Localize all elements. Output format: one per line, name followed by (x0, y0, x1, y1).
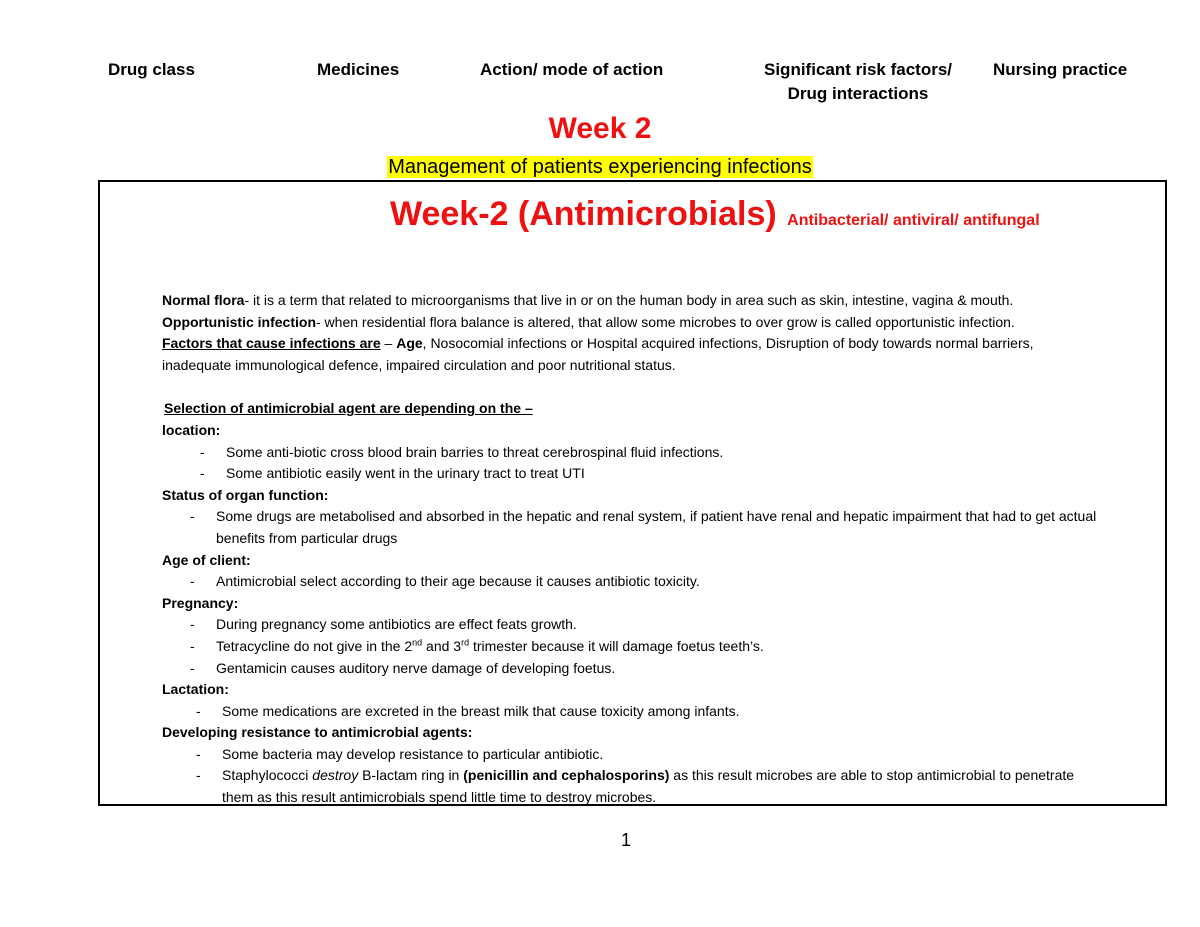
pregnancy-item-2-part3: trimester because it will damage foetus teeth’s. (469, 637, 764, 654)
location-heading: location: (162, 421, 221, 438)
header-nursing-practice: Nursing practice (993, 60, 1128, 79)
resistance-item-2-line2: them as this result antimicrobials spend little time to destroy microbes. (222, 789, 657, 806)
dash-bullet: - (190, 508, 195, 525)
header-action: Action/ mode of action (480, 60, 664, 79)
resistance-item-2-italic: destroy (312, 767, 359, 784)
list-item-continuation (162, 787, 1145, 809)
lactation-heading: Lactation: (162, 681, 229, 698)
list-item (162, 614, 1145, 636)
list-item (162, 463, 1145, 485)
pregnancy-item-2-part2: and 3 (422, 637, 462, 654)
header-medicines: Medicines (317, 60, 400, 79)
subtitle-wrapper (0, 154, 1200, 180)
box-title-sub: Antibacterial/ antiviral/ antifungal (787, 212, 1040, 229)
list-item (162, 571, 1145, 593)
normal-flora-text: - it is a term that related to microorganisms that live in or on the human body in area such as skin, intestine, vagina & mouth. (244, 292, 1014, 308)
list-item (162, 506, 1145, 549)
dash-bullet: - (190, 637, 195, 654)
factors-dash: – (380, 335, 397, 352)
week-title: Week 2 (548, 112, 652, 145)
pregnancy-item-3: Gentamicin causes auditory nerve damage of developing foetus. (216, 659, 616, 676)
dash-bullet: - (190, 659, 195, 676)
factors-term: Factors that cause infections are (162, 335, 381, 352)
box-title-main: Week-2 (Antimicrobials) (390, 195, 777, 233)
pregnancy-item-2-part1: Tetracycline do not give in the 2 (216, 637, 413, 654)
list-item (162, 701, 1145, 723)
pregnancy-heading: Pregnancy: (162, 594, 239, 611)
header-risk-line2: Drug interactions (787, 84, 929, 103)
factors-line (162, 333, 1145, 355)
organ-item: Some drugs are metabolised and absorbed in the hepatic and renal system, if patient have renal and hepatic impairment that had to get actual benefits from particular drugs (216, 508, 1097, 546)
location-item-2: Some antibiotic easily went in the urinary tract to treat UTI (226, 465, 585, 482)
header-drug-class: Drug class (108, 60, 195, 79)
resistance-item-1: Some bacteria may develop resistance to particular antibiotic. (222, 745, 604, 762)
spacer (162, 376, 1145, 398)
dash-bullet: - (190, 573, 195, 590)
resistance-item-2-part1: Staphylococci (222, 767, 313, 784)
resistance-item-2-part3: as this result microbes are able to stop antimicrobial to penetrate (669, 767, 1075, 784)
subtitle-highlighted: Management of patients experiencing infections (388, 156, 812, 178)
opportunistic-line (162, 312, 1145, 334)
superscript-rd: rd (461, 637, 470, 648)
content-box (98, 180, 1167, 806)
dash-bullet: - (196, 767, 201, 784)
header-risk-factors (764, 58, 952, 106)
list-item (162, 636, 1145, 658)
pregnancy-item-1: During pregnancy some antibiotics are effect feats growth. (216, 616, 577, 633)
selection-heading: Selection of antimicrobial agent are depending on the – (164, 400, 533, 417)
list-item (162, 658, 1145, 680)
lactation-item: Some medications are excreted in the breast milk that cause toxicity among infants. (222, 702, 740, 719)
factors-age: Age (396, 335, 423, 352)
organ-heading: Status of organ function: (162, 486, 329, 503)
dash-bullet: - (200, 443, 205, 460)
list-item (162, 442, 1145, 464)
age-heading: Age of client: (162, 551, 251, 568)
page-number: 1 (620, 830, 631, 850)
opportunistic-text: - when residential flora balance is altered, that allow some microbes to over grow is called opportunistic infection. (316, 313, 1015, 330)
resistance-item-2-bold: (penicillin and cephalosporins) (463, 767, 670, 784)
list-item (162, 765, 1145, 787)
resistance-item-2 (222, 767, 1074, 783)
factors-rest: , Nosocomial infections or Hospital acquired infections, Disruption of body towards normal barriers, (422, 335, 1034, 352)
dash-bullet: - (190, 616, 195, 633)
factors-line-2: inadequate immunological defence, impaired circulation and poor nutritional status. (162, 356, 676, 373)
location-item-1: Some anti-biotic cross blood brain barries to threat cerebrospinal fluid infections. (226, 443, 724, 460)
normal-flora-term: Normal flora (162, 292, 245, 308)
superscript-nd: nd (412, 637, 423, 648)
opportunistic-term: Opportunistic infection (162, 313, 316, 330)
box-title (390, 192, 1040, 236)
dash-bullet: - (196, 745, 201, 762)
resistance-item-2-part2: B-lactam ring in (358, 767, 464, 784)
age-item: Antimicrobial select according to their age because it causes antibiotic toxicity. (216, 573, 700, 590)
pregnancy-item-2 (216, 638, 764, 654)
dash-bullet: - (200, 465, 205, 482)
box-content (162, 290, 1145, 809)
list-item (162, 744, 1145, 766)
dash-bullet: - (196, 702, 201, 719)
normal-flora-line (162, 290, 1145, 312)
header-risk-line1: Significant risk factors/ (764, 60, 952, 79)
resistance-heading: Developing resistance to antimicrobial agents: (162, 724, 473, 741)
selection-heading-line (162, 398, 1145, 420)
